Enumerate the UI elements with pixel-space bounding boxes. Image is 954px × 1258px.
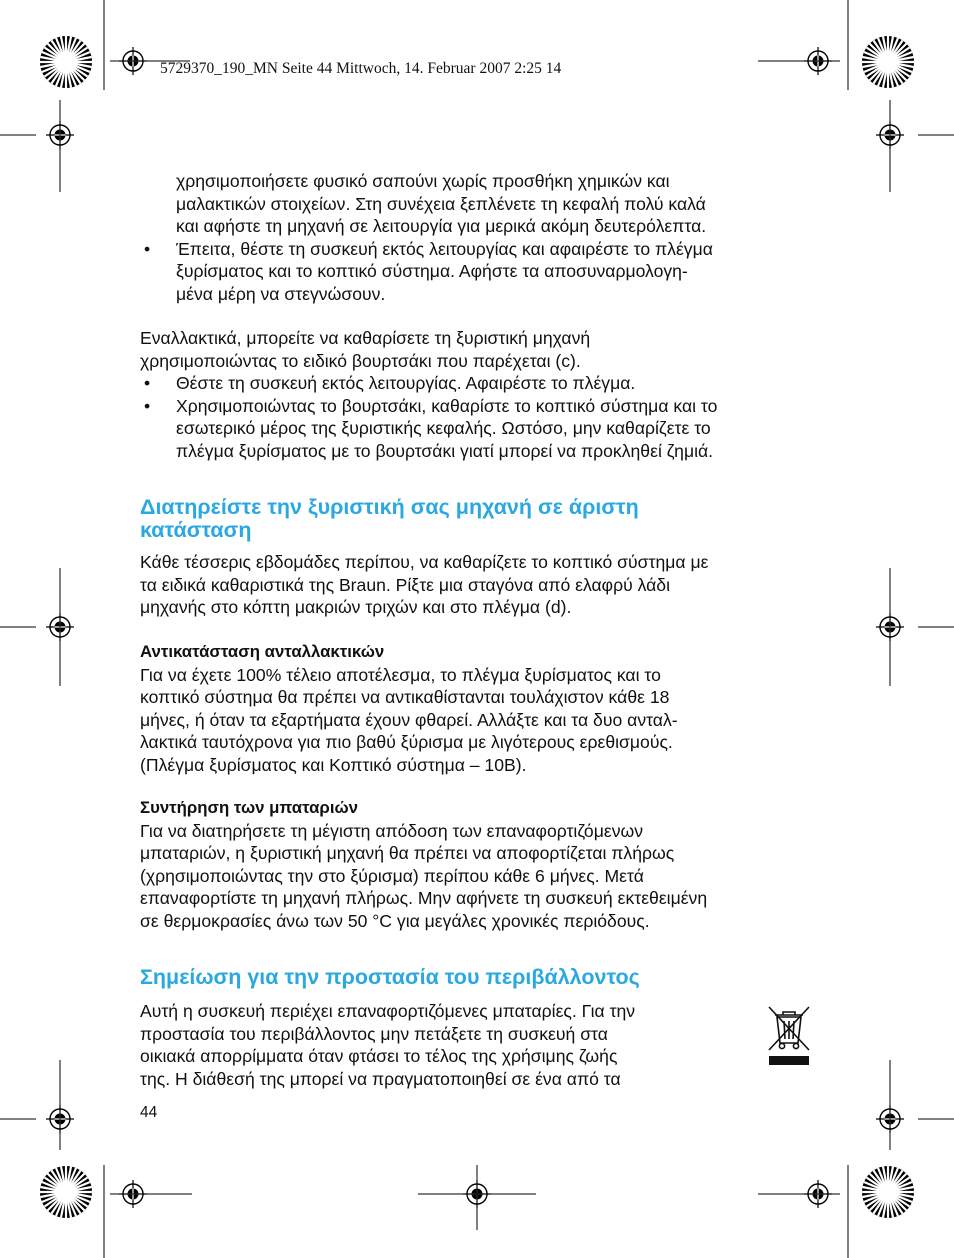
parts-replacement: Αντικατάσταση ανταλλακτικών Για να έχετε 100% τέλειο αποτέλεσμα, το πλέγμα ξυρίσματος και το κοπτικό σύστημα θα πρέπει να αντικαθίστανται τουλάχιστον κάθε 18 μήνες, ή όταν τα εξαρτήματα έχουν φθαρεί. Αλλάξτε και τα δυο ανταλ- λακτικά ταυτόχρονα για πιο βαθύ ξύρισμα με λιγότερους ερεθισμούς. (Πλέγμα ξυρίσματος και Κοπτικό σύστημα – 10B). xyxy=(140,641,830,777)
brush-cleaning: Εναλλακτικά, μπορείτε να καθαρίσετε τη ξυριστική μηχανή χρησιμοποιώντας το ειδικό βουρτσάκι που παρέχεται (c). • Θέστε τη συσκευή εκτός λειτουργίας. Αφαιρέστε το πλέγμα. • Χρησιμοποιώντας το βουρτσάκι, καθαρίστε το κοπτικό σύστημα και το εσωτερικό μέρος της ξυριστικής κεφαλής. Ωστόσο, μην καθαρίζετε το πλέγμα ξυρίσματος με το βουρτσάκι γιατί μπορεί να προκληθεί ζημιά. xyxy=(140,327,830,463)
starburst-bottom-left xyxy=(40,1166,92,1218)
print-slug-header: 5729370_190_MN Seite 44 Mittwoch, 14. Februar 2007 2:25 14 xyxy=(160,60,562,77)
subheading-parts: Αντικατάσταση ανταλλακτικών xyxy=(140,642,385,661)
page-number: 44 xyxy=(140,1104,158,1121)
starburst-top-right xyxy=(862,36,914,88)
list-item: • Θέστε τη συσκευή εκτός λειτουργίας. Αφαιρέστε το πλέγμα. xyxy=(140,372,830,395)
list-item: • Χρησιμοποιώντας το βουρτσάκι, καθαρίστε το κοπτικό σύστημα και το εσωτερικό μέρος της ξυριστικής κεφαλής. Ωστόσο, μην καθαρίζετε το πλέγμα ξυρίσματος με το βουρτσάκι γιατί μπορεί να προκληθεί ζημιά. xyxy=(140,395,830,463)
section-heading-environment: Σημείωση για την προστασία του περιβάλλοντος xyxy=(140,965,640,989)
subheading-battery: Συντήρηση των μπαταριών xyxy=(140,798,358,817)
battery-maintenance: Συντήρηση των μπαταριών Για να διατηρήσετε τη μέγιστη απόδοση των επαναφορτιζόμενων μπαταριών, η ξυριστική μηχανή θα πρέπει να αποφορτίζεται πλήρως (χρησιμοποιώντας την στο ξύρισμα) περίπου κάθε 6 μήνες. Μετά επαναφορτίστε τη μηχανή πλήρως. Μην αφήνετε τη συσκευή εκτεθειμένη σε θερμοκρασίες άνω των 50 °C για μεγάλες χρονικές περιόδους. xyxy=(140,797,830,933)
cleaning-continued: χρησιμοποιήσετε φυσικό σαπούνι χωρίς προσθήκη χημικών και μαλακτικών στοιχείων. Στη συνέχεια ξεπλένετε τη κεφαλή πολύ καλά και αφήστε τη μηχανή σε λειτουργία για μερικά ακόμη δευτερόλεπτα. • Έπειτα, θέστε τη συσκευή εκτός λειτουργίας και αφαιρέστε το πλέγμα ξυρίσματος και το κοπτικό σύστημα. Αφήστε τα αποσυναρμολογη- μένα μέρη να στεγνώσουν. xyxy=(140,170,830,306)
starburst-top-left xyxy=(40,36,92,88)
maintenance-body: Κάθε τέσσερις εβδομάδες περίπου, να καθαρίζετε το κοπτικό σύστημα με τα ειδικά καθαριστικά της Braun. Ρίξτε μια σταγόνα από ελαφρύ λάδι μηχανής στο κόπτη μακριών τριχών και στο πλέγμα (d). xyxy=(140,552,709,618)
environment-body: Αυτή η συσκευή περιέχει επαναφορτιζόμενες μπαταρίες. Για την προστασία του περιβάλλοντος μην πετάξετε τη συσκευή στα οικιακά απορρίμματα όταν φτάσει το τέλος της χρήσιμης ζωής της. Η διάθεσή της μπορεί να πραγματοποιηθεί σε ένα από τα xyxy=(140,1001,636,1089)
crossed-out-wheelie-bin-icon xyxy=(766,1003,812,1067)
starburst-bottom-right xyxy=(862,1166,914,1218)
list-item: • Έπειτα, θέστε τη συσκευή εκτός λειτουργίας και αφαιρέστε το πλέγμα ξυρίσματος και το κοπτικό σύστημα. Αφήστε τα αποσυναρμολογη- μένα μέρη να στεγνώσουν. xyxy=(140,238,830,306)
section-heading-maintenance: Διατηρείστε την ξυριστική σας μηχανή σε άριστη κατάσταση xyxy=(140,495,639,542)
